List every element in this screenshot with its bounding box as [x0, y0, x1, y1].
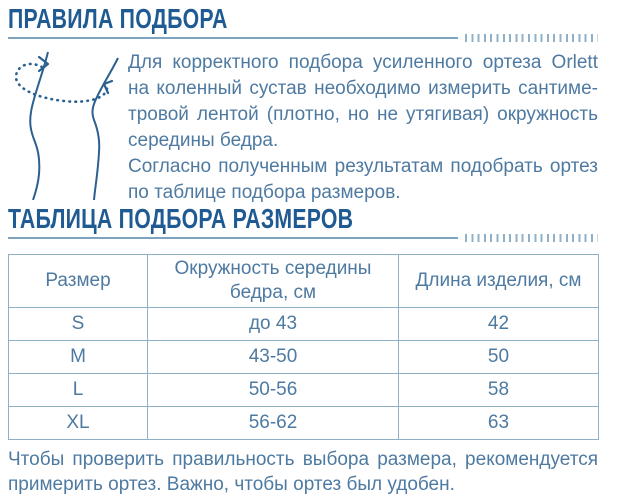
size-table: [8, 254, 599, 440]
col-header-length: Длина изделия, см: [399, 255, 599, 308]
heading-rule-2: [8, 234, 598, 242]
intro-section: [8, 50, 598, 206]
circumference-cell: 50-56: [148, 374, 399, 407]
heading-rule-1: [8, 34, 598, 42]
size-cell: S: [9, 308, 148, 341]
circumference-cell: до 43: [148, 308, 399, 341]
circumference-cell: 43-50: [148, 341, 399, 374]
length-cell: 58: [399, 374, 599, 407]
size-cell: L: [9, 374, 148, 407]
thigh-measurement-illustration: [8, 50, 120, 200]
section-title-size-table: [8, 203, 598, 234]
measuring-tape-dotted-ellipse: [16, 64, 107, 102]
section-title-rules: [8, 3, 598, 34]
rule-line: [8, 37, 458, 39]
size-cell: XL: [9, 407, 148, 440]
section-title-rules-text: ПРАВИЛА ПОДБОРА: [8, 3, 228, 34]
length-cell: 42: [399, 308, 599, 341]
leg-contour-right: [93, 58, 119, 200]
tick-strip: [465, 234, 598, 242]
leg-contour-left: [30, 52, 48, 200]
tape-arrowhead-right-icon: [104, 81, 112, 93]
circumference-cell: 56-62: [148, 407, 399, 440]
tick-strip: [465, 34, 598, 42]
col-header-size: Размер: [9, 255, 148, 308]
intro-paragraph-1: Для корректного подбора усиленного ортеза Orlett на коленный сустав необходимо измерить сантиметровой лентой (плотно, но не утягивая) окружность середины бедра.: [128, 52, 598, 151]
rule-line: [8, 237, 458, 239]
table-row-xl: [9, 407, 599, 440]
col-header-circumference: Окружность середины бедра, см: [148, 255, 399, 308]
length-cell: 50: [399, 341, 599, 374]
section-title-size-table-text: ТАБЛИЦА ПОДБОРА РАЗМЕРОВ: [8, 203, 354, 234]
table-row-l: [9, 374, 599, 407]
table-row-m: [9, 341, 599, 374]
footer-note: Чтобы проверить правильность выбора размера, рекомендуется примерить ортез. Важно, чтобы ортез был удобен.: [8, 449, 598, 495]
intro-paragraph-2: Согласно полученным результатам подобрать ортез по таблице подбора размеров.: [128, 156, 598, 203]
length-cell: 63: [399, 407, 599, 440]
intro-text: [128, 50, 598, 206]
size-table-header-row: [9, 255, 599, 308]
size-cell: M: [9, 341, 148, 374]
table-row-s: [9, 308, 599, 341]
